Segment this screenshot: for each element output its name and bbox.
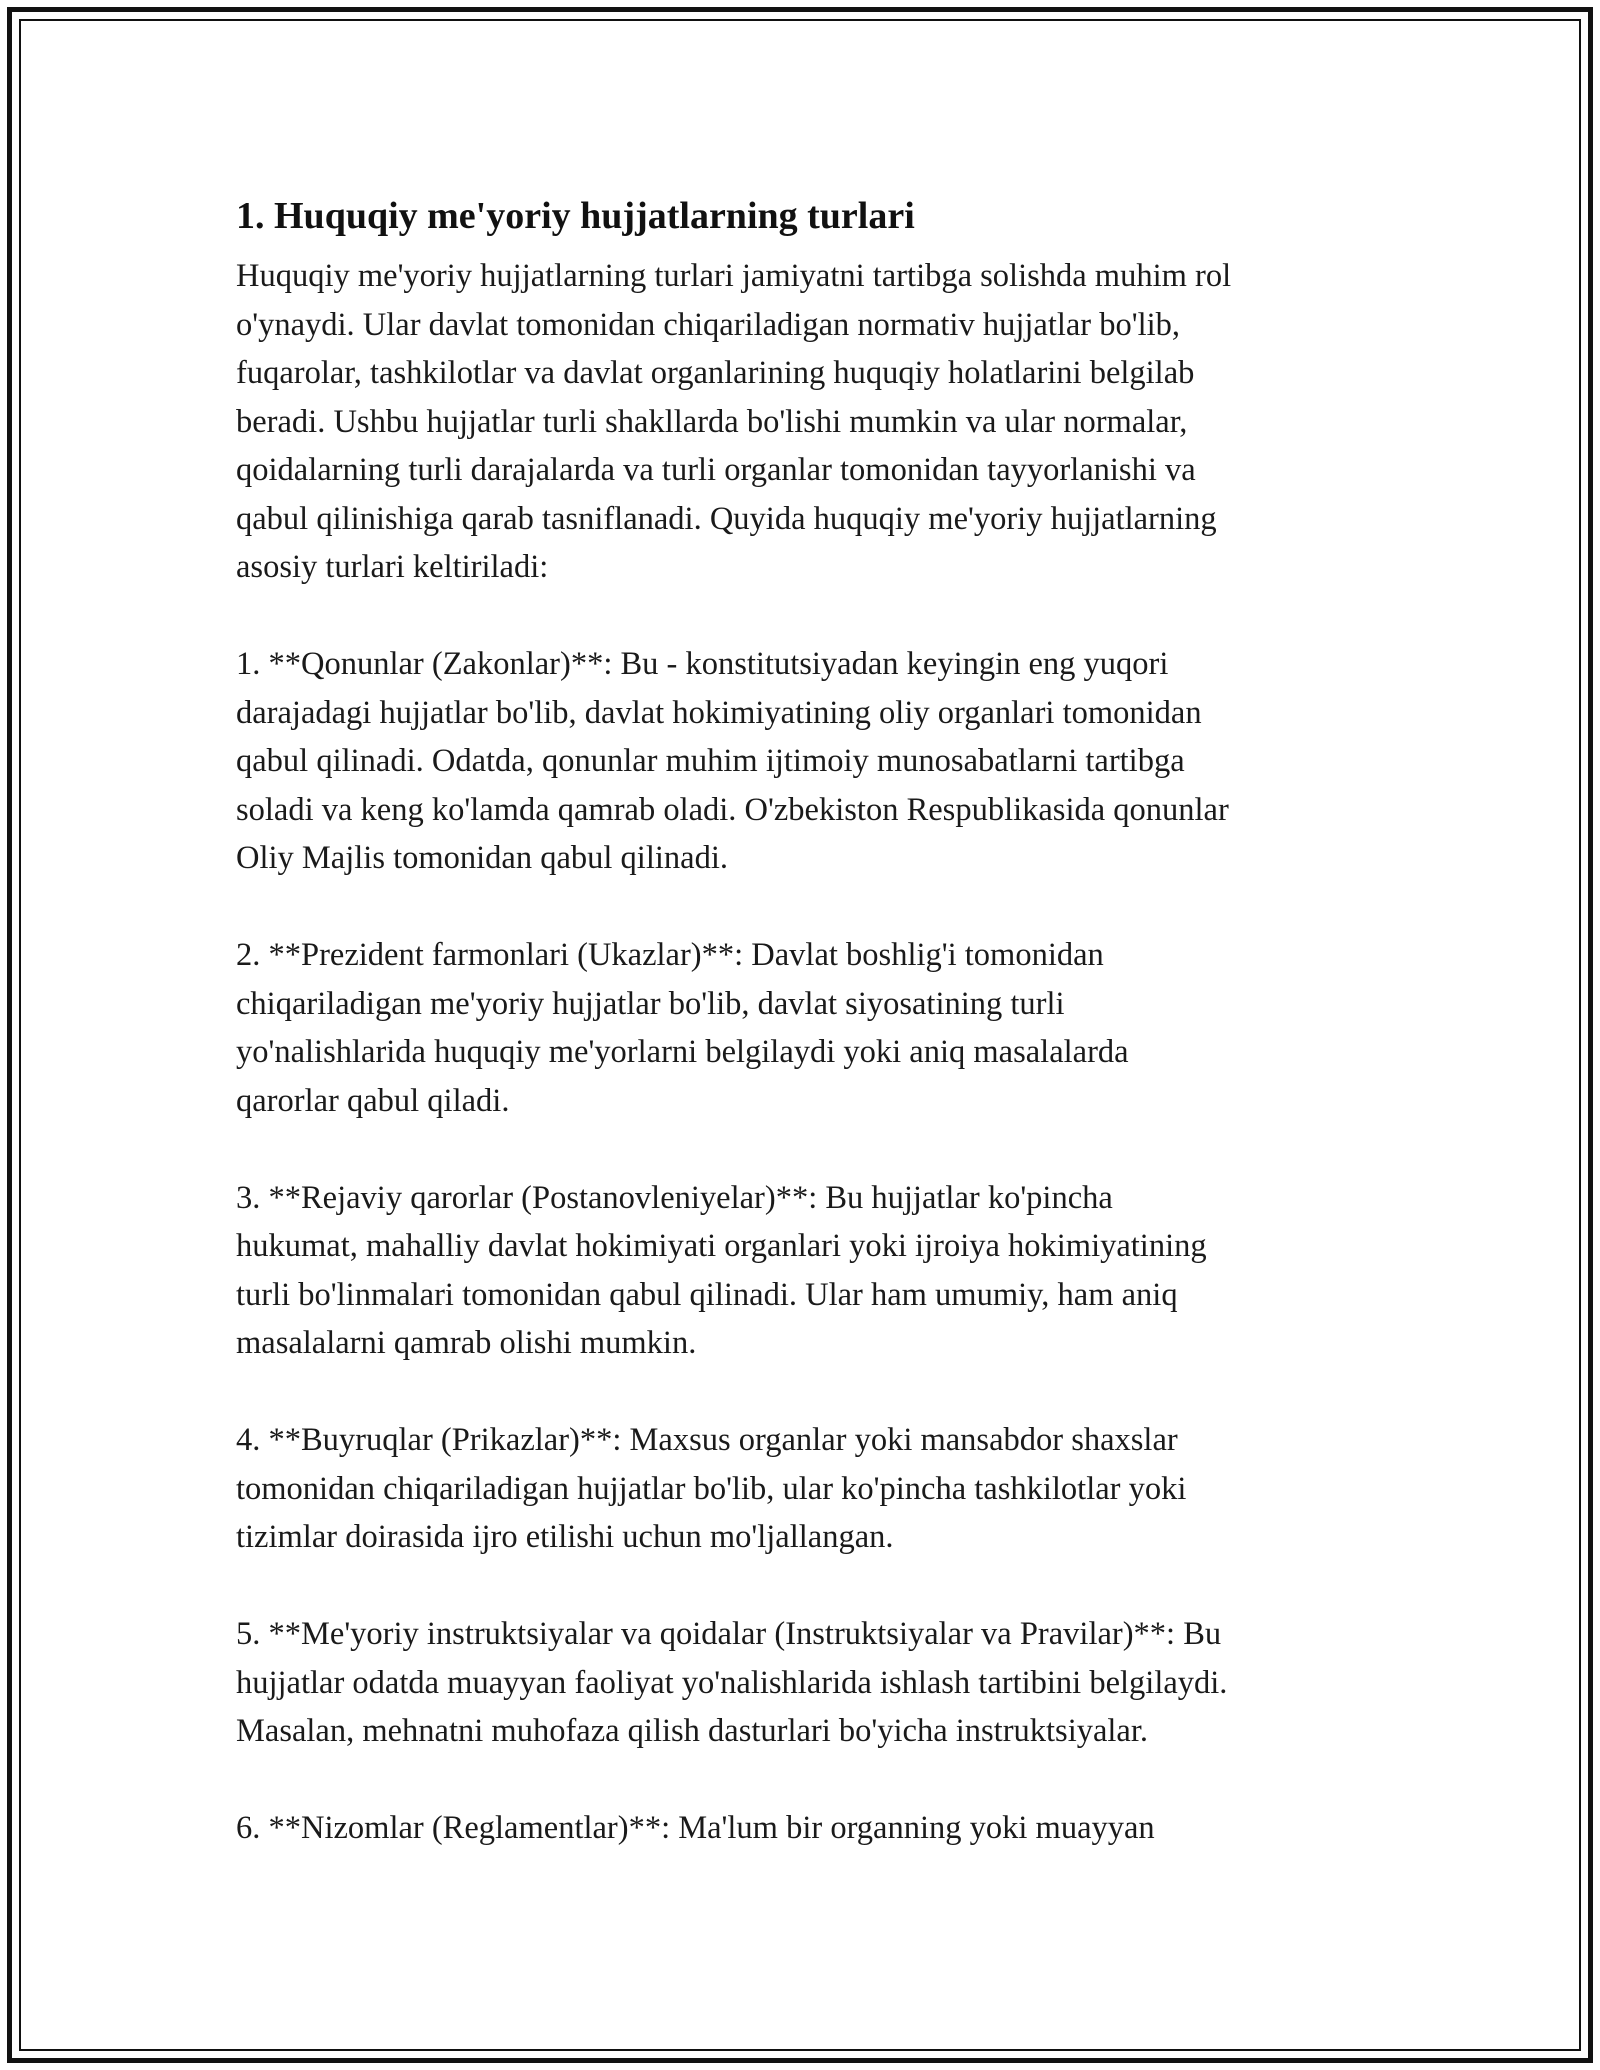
list-item-instruktsiyalar — [236, 1610, 1376, 1756]
list-item-line: 1. **Qonunlar (Zakonlar)**: Bu - konstitutsiyadan keyingin eng yuqori — [236, 646, 1169, 682]
list-item-line: yo'nalishlarida huquqiy me'yorlarni belgilaydi yoki aniq masalalarda — [236, 1034, 1129, 1070]
intro-line: qoidalarning turli darajalarda va turli organlar tomonidan tayyorlanishi va — [236, 452, 1196, 488]
intro-paragraph — [236, 252, 1376, 592]
list-item-line: tizimlar doirasida ijro etilishi uchun mo'ljallangan. — [236, 1519, 894, 1555]
list-item-line: Oliy Majlis tomonidan qabul qilinadi. — [236, 840, 728, 876]
list-item-line: soladi va keng ko'lamda qamrab oladi. O'zbekiston Respublikasida qonunlar — [236, 791, 1229, 828]
list-item-nizomlar — [236, 1804, 1376, 1853]
list-item-line: 4. **Buyruqlar (Prikazlar)**: Maxsus organlar yoki mansabdor shaxslar — [236, 1422, 1178, 1458]
intro-line: beradi. Ushbu hujjatlar turli shakllarda bo'lishi mumkin va ular normalar, — [236, 403, 1188, 440]
list-item-line: masalalarni qamrab olishi mumkin. — [236, 1325, 697, 1361]
list-item-buyruqlar — [236, 1416, 1376, 1562]
intro-line: fuqarolar, tashkilotlar va davlat organlarining huquqiy holatlarini belgilab — [236, 355, 1195, 391]
intro-line: o'ynaydi. Ular davlat tomonidan chiqariladigan normativ hujjatlar bo'lib, — [236, 306, 1181, 343]
list-item-line: hujjatlar odatda muayyan faoliyat yo'nalishlarida ishlash tartibini belgilaydi. — [236, 1664, 1228, 1701]
list-item-line: qarorlar qabul qiladi. — [236, 1082, 510, 1119]
list-item-prezident-farmonlari — [236, 931, 1376, 1125]
list-item-line: 5. **Me'yoriy instruktsiyalar va qoidalar (Instruktsiyalar va Pravilar)**: Bu — [236, 1616, 1222, 1652]
list-item-line: 3. **Rejaviy qarorlar (Postanovleniyelar)**: Bu hujjatlar ko'pincha — [236, 1179, 1113, 1216]
document-title: 1. Huquqiy me'yoriy hujjatlarning turlari — [236, 195, 915, 237]
intro-line: qabul qilinishiga qarab tasniflanadi. Quyida huquqiy me'yoriy hujjatlarning — [236, 500, 1217, 537]
list-item-line: chiqariladigan me'yoriy hujjatlar bo'lib, davlat siyosatining turli — [236, 985, 1065, 1022]
list-item-line: hukumat, mahalliy davlat hokimiyati organlari yoki ijroiya hokimiyatining — [236, 1228, 1207, 1264]
list-item-line: Masalan, mehnatni muhofaza qilish dasturlari bo'yicha instruktsiyalar. — [236, 1713, 1149, 1749]
list-item-line: tomonidan chiqariladigan hujjatlar bo'lib, ular ko'pincha tashkilotlar yoki — [236, 1470, 1187, 1507]
list-item-line: turli bo'linmalari tomonidan qabul qilinadi. Ular ham umumiy, ham aniq — [236, 1276, 1178, 1313]
intro-line: asosiy turlari keltiriladi: — [236, 549, 549, 585]
list-item-rejaviy-qarorlar — [236, 1174, 1376, 1368]
intro-line: Huquqiy me'yoriy hujjatlarning turlari jamiyatni tartibga solishda muhim rol — [236, 258, 1232, 294]
list-item-line: qabul qilinadi. Odatda, qonunlar muhim ijtimoiy munosabatlarni tartibga — [236, 743, 1185, 779]
list-item-line: 2. **Prezident farmonlari (Ukazlar)**: Davlat boshlig'i tomonidan — [236, 937, 1104, 973]
list-item-qonunlar — [236, 640, 1376, 883]
list-item-line: darajadagi hujjatlar bo'lib, davlat hokimiyatining oliy organlari tomonidan — [236, 694, 1202, 731]
document-body — [236, 180, 1376, 1853]
list-item-line: 6. **Nizomlar (Reglamentlar)**: Ma'lum bir organning yoki muayyan — [236, 1810, 1155, 1846]
